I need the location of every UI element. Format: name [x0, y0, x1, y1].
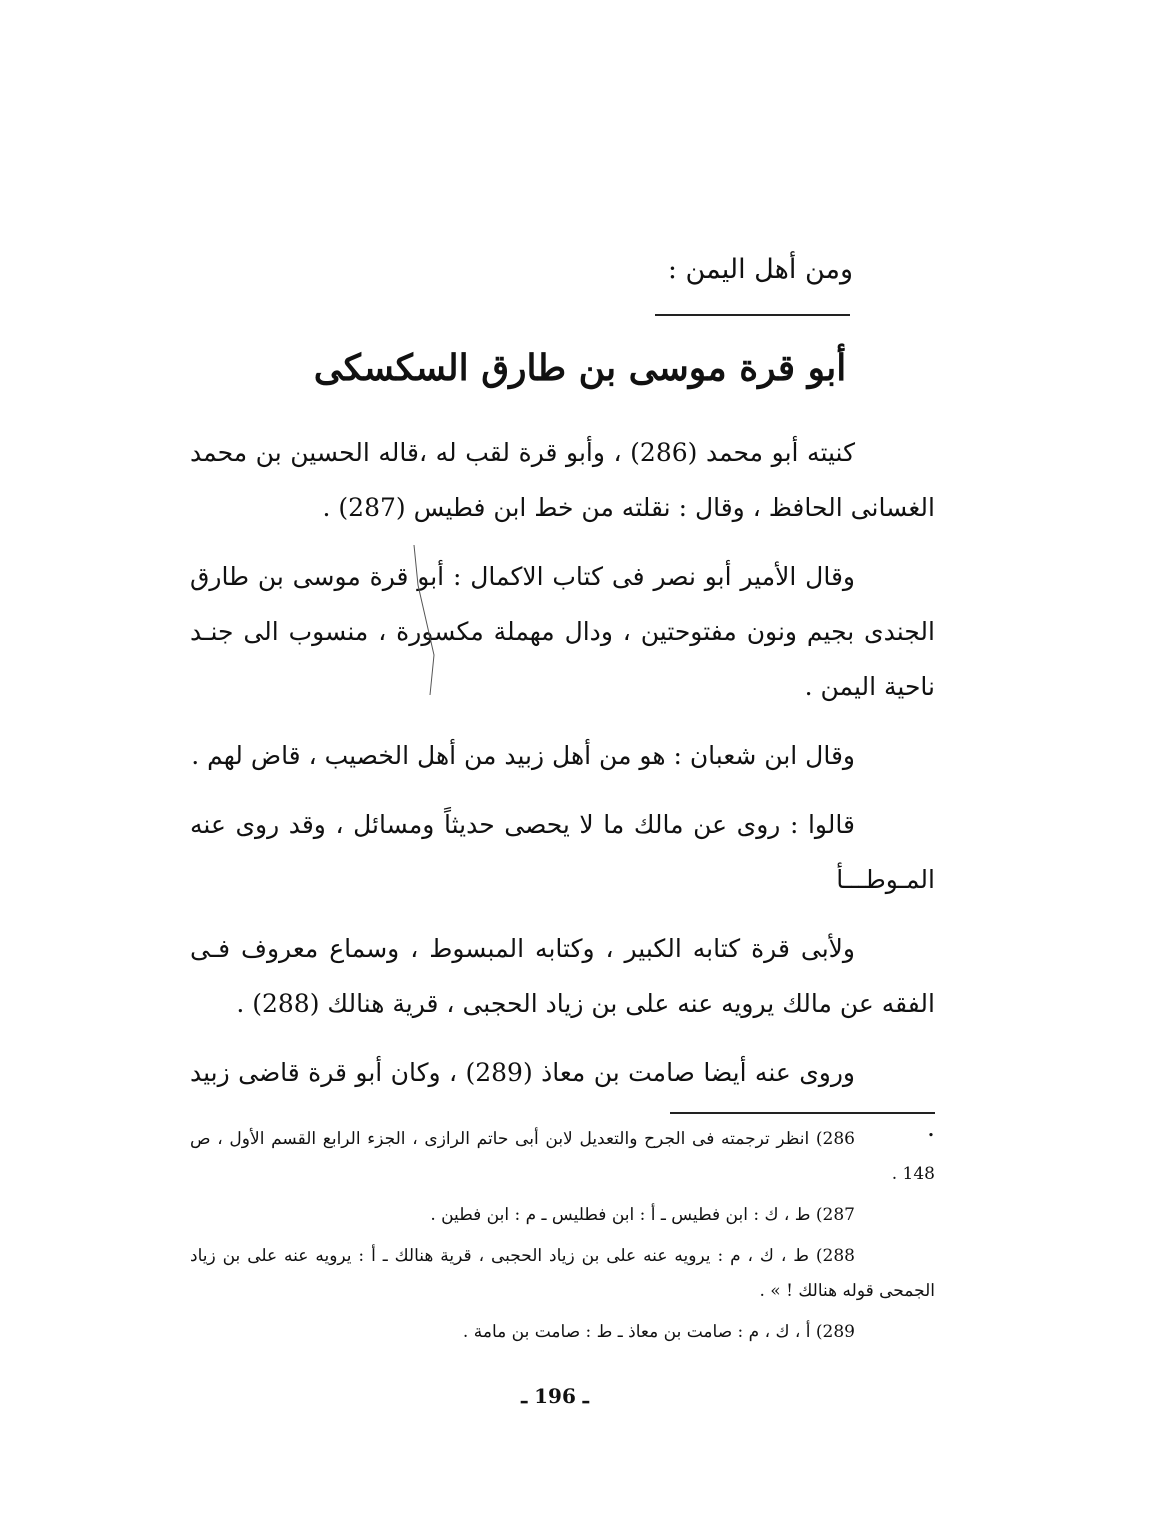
- entry-title: أبو قرة موسى بن طارق السكسكى: [313, 347, 847, 389]
- footnote-separator: [670, 1112, 935, 1114]
- paragraph: كنيته أبو محمد (286) ، وأبو قرة لقب له ،قاله الحسين بن محمد الغسانى الحافظ ، وقال : نقلته من خط ابن فطيس (287) .: [190, 438, 935, 522]
- paragraph: وقال الأمير أبو نصر فى كتاب الاكمال : أبو قرة موسى بن طارق الجندى بجيم ونون مفتوحتين ، ودال مهملة مكسورة ، منسوب الى جنـد ناحية اليمن .: [190, 562, 935, 701]
- footnote: 288) ط ، ك ، م : يرويه عنه على بن زياد الحجبى ، قرية هنالك ـ أ : يرويه عنه على بن زياد الجمحى قوله هنالك ! » .: [190, 1246, 935, 1301]
- footnote: 289) أ ، ك ، م : صامت بن معاذ ـ ط : صامت بن مامة .: [462, 1322, 855, 1342]
- paragraph: قالوا : روى عن مالك ما لا يحصى حديثاً ومسائل ، وقد روى عنه المـوطـــأ: [190, 810, 935, 894]
- paragraph: وروى عنه أيضا صامت بن معاذ (289) ، وكان أبو قرة قاضى زبيد .: [190, 1058, 935, 1142]
- section-heading-underline: [655, 314, 850, 316]
- paragraph: وقال ابن شعبان : هو من أهل زبيد من أهل الخصيب ، قاض لهم .: [191, 741, 855, 770]
- footnote: 287) ط ، ك : ابن فطيس ـ أ : ابن فطليس ـ م : ابن فطين .: [430, 1205, 855, 1225]
- footnotes: [190, 1122, 935, 1356]
- section-heading: ومن أهل اليمن :: [667, 254, 853, 285]
- paragraph: ولأبى قرة كتابه الكبير ، وكتابه المبسوط ، وسماع معروف فـى الفقه عن مالك يرويه عنه على بن زياد الحجبى ، قرية هنالك (288) .: [190, 934, 935, 1018]
- footnote: 286) انظر ترجمته فى الجرح والتعديل لابن أبى حاتم الرازى ، الجزء الرابع القسم الأول ، ص 148 .: [190, 1129, 935, 1184]
- page-number: ـ 196 ـ: [521, 1384, 589, 1408]
- body-text: [190, 425, 935, 1169]
